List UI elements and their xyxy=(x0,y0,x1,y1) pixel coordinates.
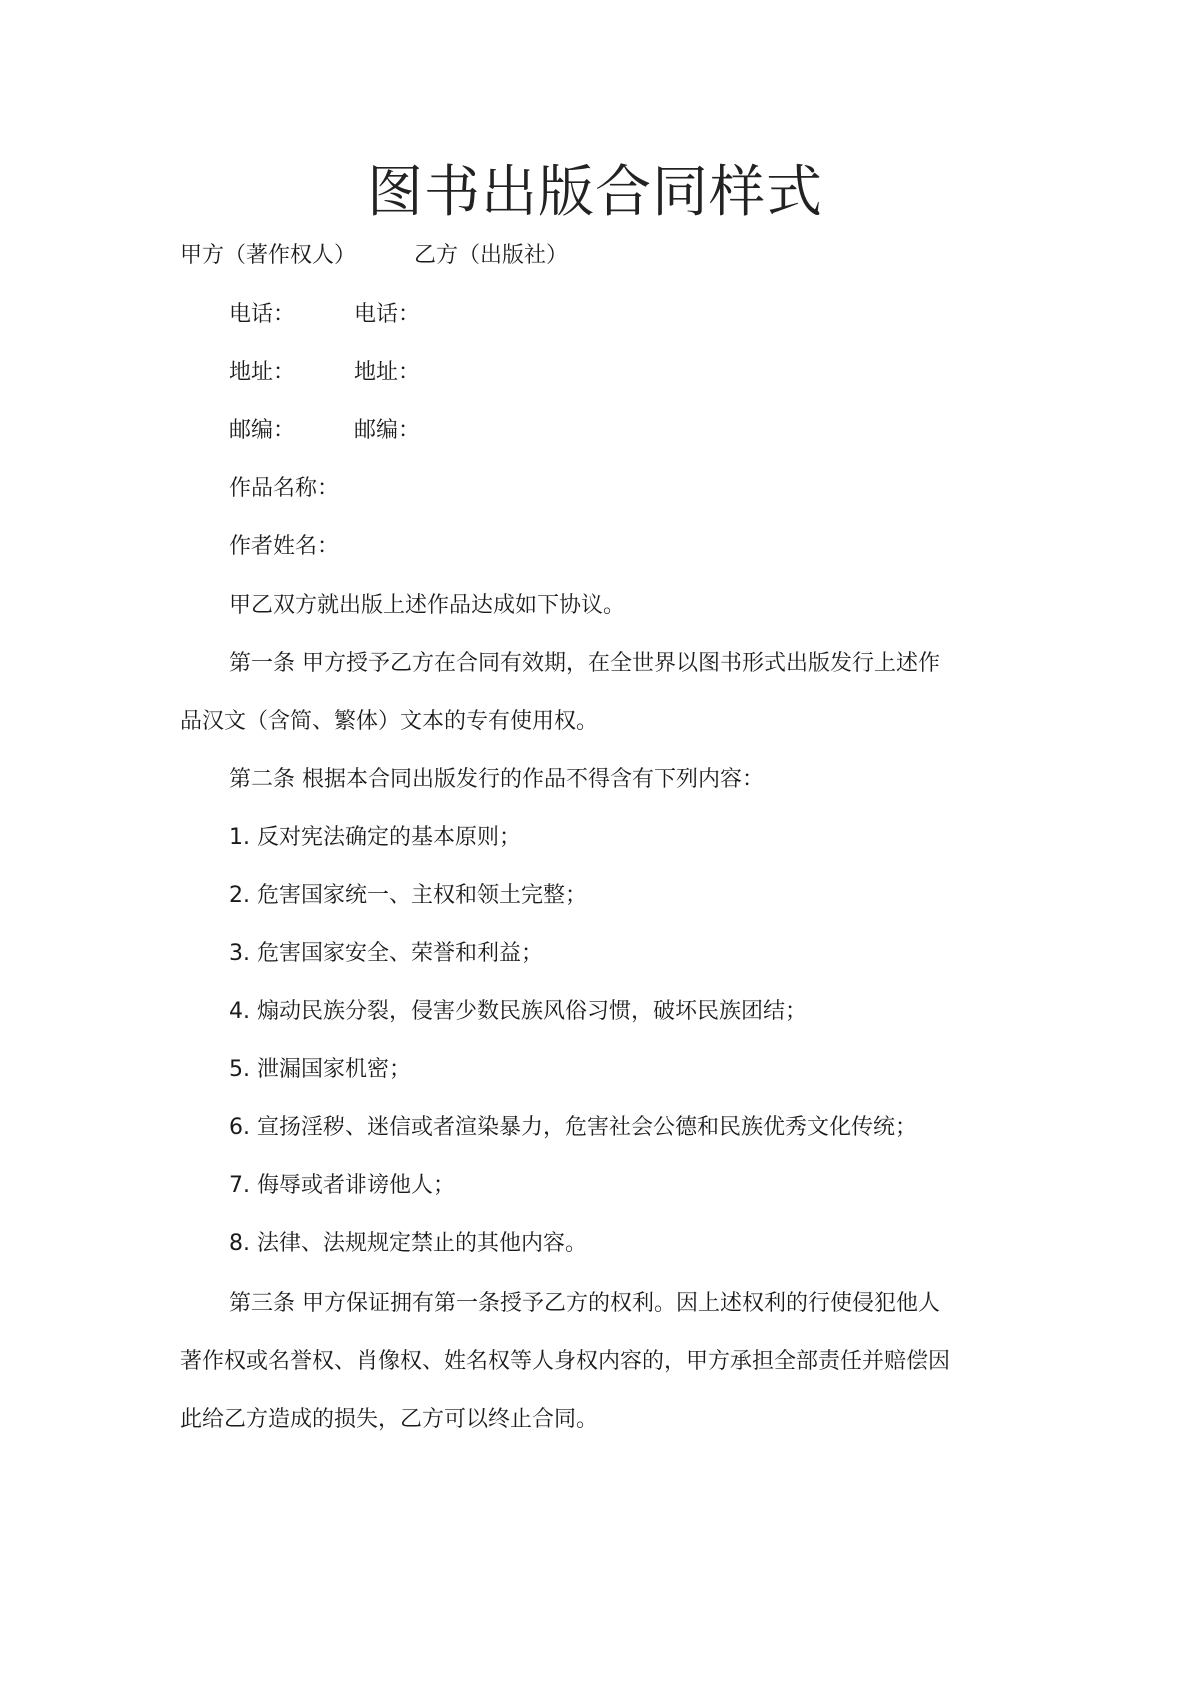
party-a-address-label: 地址： xyxy=(229,360,296,385)
article2-item: 5. 泄漏国家机密； xyxy=(229,1057,411,1082)
author-name-label: 作者姓名： xyxy=(229,534,340,559)
article2-item: 4. 煽动民族分裂，侵害少数民族风俗习惯，破坏民族团结； xyxy=(229,999,807,1024)
article1-line1: 第一条 甲方授予乙方在合同有效期，在全世界以图书形式出版发行上述作 xyxy=(229,651,940,676)
party-b-phone-label: 电话： xyxy=(354,302,421,327)
address-row xyxy=(229,355,629,386)
party-a-postcode-label: 邮编： xyxy=(229,418,296,443)
party-b-label: 乙方（出版社） xyxy=(414,243,569,268)
work-name-label: 作品名称： xyxy=(229,476,340,501)
party-b-address-label: 地址： xyxy=(354,360,421,385)
article3-line2: 著作权或名誉权、肖像权、姓名权等人身权内容的，甲方承担全部责任并赔偿因 xyxy=(180,1349,951,1374)
article3-line3: 此给乙方造成的损失，乙方可以终止合同。 xyxy=(180,1407,599,1432)
article2-item: 6. 宣扬淫秽、迷信或者渲染暴力，危害社会公德和民族优秀文化传统； xyxy=(229,1115,917,1140)
article2-item: 2. 危害国家统一、主权和领土完整； xyxy=(229,883,587,908)
article2-heading: 第二条 根据本合同出版发行的作品不得含有下列内容： xyxy=(229,767,764,792)
intro-paragraph: 甲乙双方就出版上述作品达成如下协议。 xyxy=(229,593,626,618)
phone-row xyxy=(229,297,629,328)
party-b-postcode-label: 邮编： xyxy=(354,418,421,443)
article2-item: 7. 侮辱或者诽谤他人； xyxy=(229,1173,455,1198)
party-a-phone-label: 电话： xyxy=(229,302,296,327)
document-title: 图书出版合同样式 xyxy=(367,160,823,225)
article2-item: 8. 法律、法规规定禁止的其他内容。 xyxy=(229,1231,587,1256)
article1-line2: 品汉文（含简、繁体）文本的专有使用权。 xyxy=(180,709,599,734)
article3-line1: 第三条 甲方保证拥有第一条授予乙方的权利。因上述权利的行使侵犯他人 xyxy=(229,1291,940,1316)
postcode-row xyxy=(229,413,629,444)
party-a-label: 甲方（著作权人） xyxy=(180,243,357,268)
article2-item: 1. 反对宪法确定的基本原则； xyxy=(229,825,521,850)
article2-item: 3. 危害国家安全、荣誉和利益； xyxy=(229,941,543,966)
